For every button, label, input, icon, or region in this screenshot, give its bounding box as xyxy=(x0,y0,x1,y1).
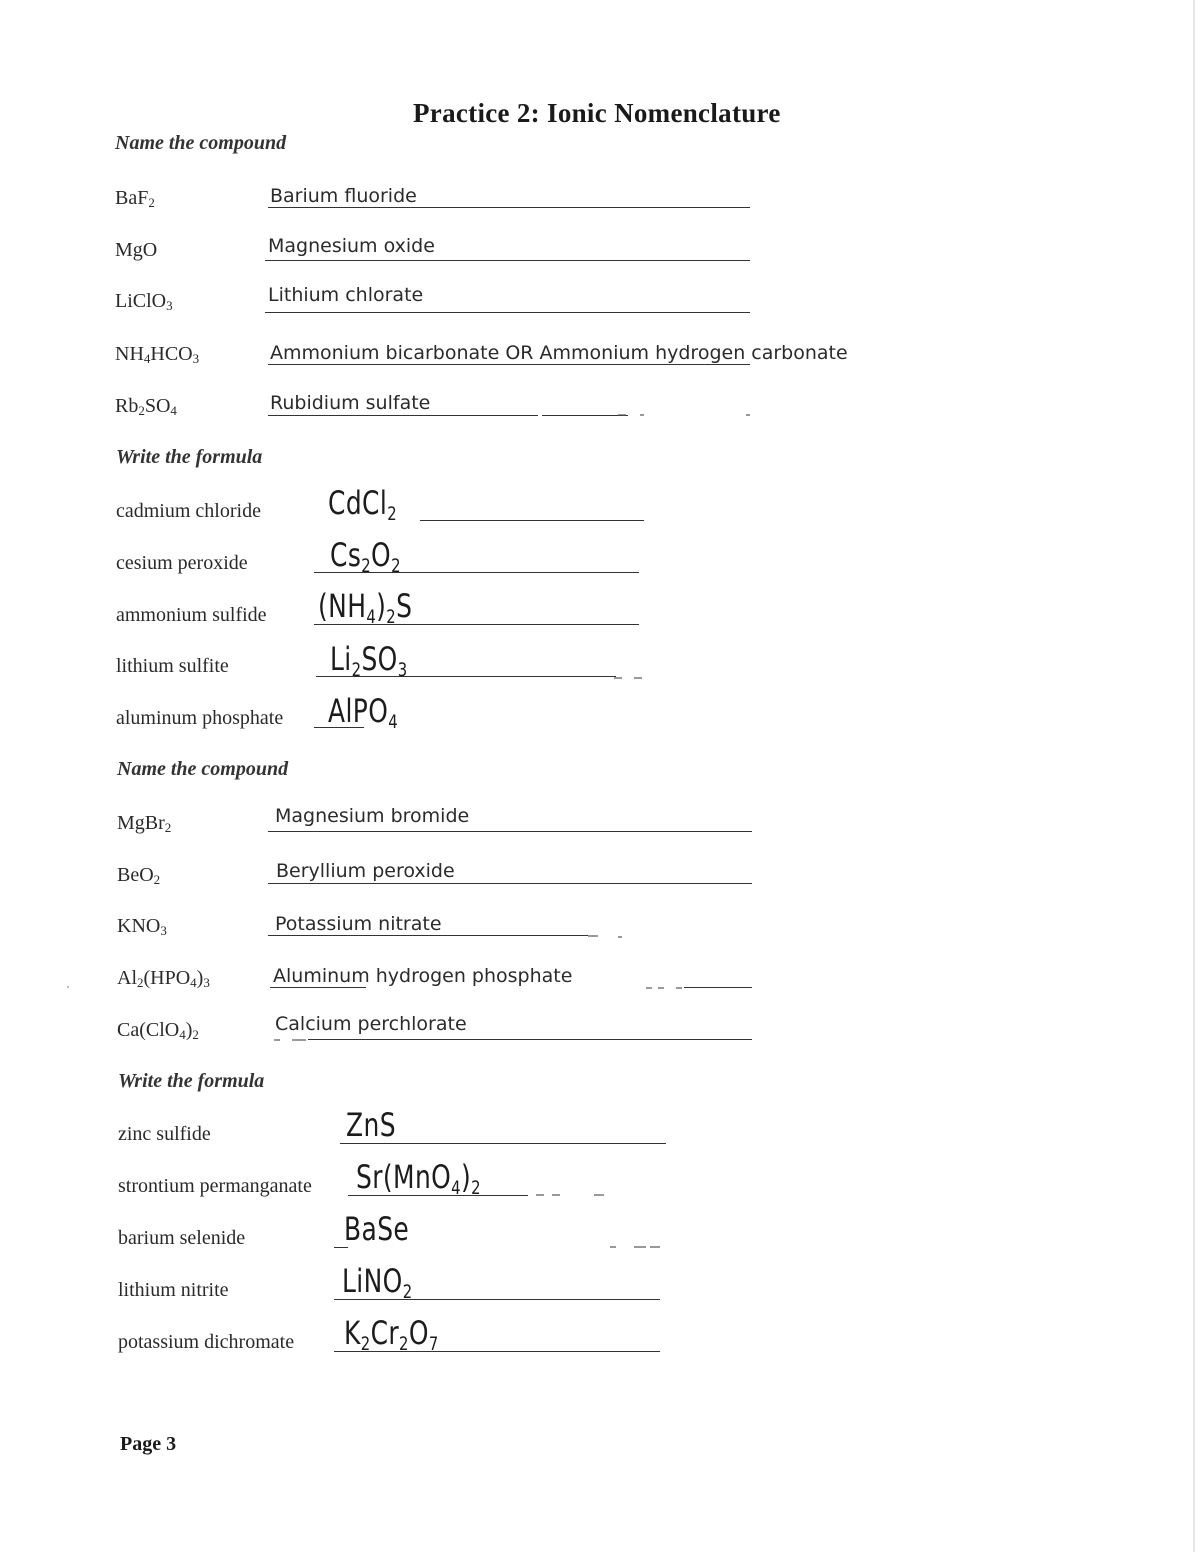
answer-text: Lithium chlorate xyxy=(268,284,424,306)
formula-label: MgO xyxy=(115,239,158,261)
handwritten-answer: LiNO$_2$ xyxy=(342,1262,413,1303)
answer-text: Magnesium bromide xyxy=(275,805,470,827)
formula-label: MgBr$_2$ xyxy=(117,812,172,835)
formula-label: BaF$_2$ xyxy=(115,187,155,210)
answer-text: Potassium nitrate xyxy=(275,913,442,935)
section-heading-name-compound-2: Name the compound xyxy=(117,758,289,780)
handwritten-answer: BaSe xyxy=(344,1210,410,1248)
compound-name-label: lithium nitrite xyxy=(118,1279,229,1301)
handwritten-answer: AlPO$_4$ xyxy=(328,692,399,733)
handwritten-answer: $Li_2SO_3$ xyxy=(330,640,408,681)
answer-text: Magnesium oxide xyxy=(268,235,435,257)
formula-label: $KNO_3$ xyxy=(117,915,167,938)
compound-name-label: zinc sulfide xyxy=(118,1123,211,1145)
handwritten-answer: $(NH_4)_2S$ xyxy=(318,587,413,628)
compound-name-label: cadmium chloride xyxy=(116,500,261,522)
formula-label: $Al_2(HPO_4)_3$ xyxy=(117,967,210,990)
answer-text: Aluminum hydrogen phosphate xyxy=(273,965,573,987)
answer-text: Calcium perchlorate xyxy=(275,1013,467,1035)
page-title: Practice 2: Ionic Nomenclature xyxy=(413,98,781,128)
compound-name-label: potassium dichromate xyxy=(118,1331,295,1353)
answer-text: Barium fluoride xyxy=(270,185,417,207)
answer-text: Rubidium sulfate xyxy=(270,392,431,414)
section-heading-write-formula-2: Write the formula xyxy=(118,1070,265,1092)
answer-text: Ammonium bicarbonate OR Ammonium hydrogen carbonate xyxy=(270,342,848,364)
compound-name-label: ammonium sulfide xyxy=(116,604,267,626)
compound-name-label: strontium permanganate xyxy=(118,1175,312,1197)
formula-label: LiClO$_3$ xyxy=(115,290,173,313)
formula-label: BeO$_2$ xyxy=(117,864,161,887)
compound-name-label: lithium sulfite xyxy=(116,655,229,677)
handwritten-answer: $K_2Cr_2O_7$ xyxy=(344,1314,439,1355)
compound-name-label: barium selenide xyxy=(118,1227,246,1249)
compound-name-label: aluminum phosphate xyxy=(116,707,284,729)
handwritten-answer: $Cs_2O_2$ xyxy=(330,536,401,577)
answer-text: Beryllium peroxide xyxy=(276,860,455,882)
formula-label: $NH_4HCO_3$ xyxy=(115,343,200,366)
handwritten-answer: CdCl$_2$ xyxy=(328,484,398,525)
formula-label: $Rb_2SO_4$ xyxy=(115,395,177,418)
formula-label: $Ca(ClO_4)_2$ xyxy=(117,1019,199,1042)
handwritten-answer: ZnS xyxy=(346,1106,396,1144)
handwritten-answer: $Sr(MnO_4)_2$ xyxy=(356,1158,481,1199)
section-heading-name-compound-1: Name the compound xyxy=(115,132,287,154)
section-heading-write-formula-1: Write the formula xyxy=(116,446,263,468)
compound-name-label: cesium peroxide xyxy=(116,552,248,574)
page-number: Page 3 xyxy=(120,1433,177,1455)
